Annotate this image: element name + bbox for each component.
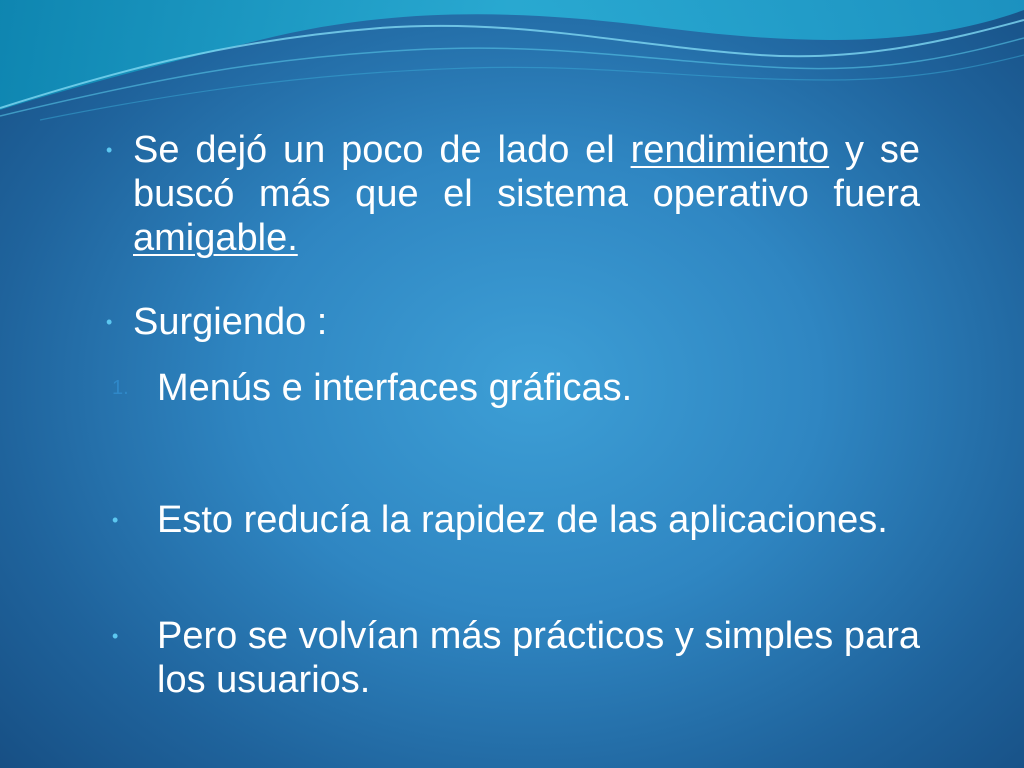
bullet-esto-reducia: Esto reducía la rapidez de las aplicaciones. xyxy=(157,499,888,541)
amigable-link[interactable]: amigable. xyxy=(133,217,298,259)
rendimiento-link[interactable]: rendimiento xyxy=(630,129,830,171)
bullet-text-start: Se dejó un poco de lado el xyxy=(133,129,631,171)
bullet-rendimiento xyxy=(133,128,920,260)
bullet-text-middle: y se buscó más que el sistema operativo fuera xyxy=(133,129,920,215)
bullet-marker: • xyxy=(112,510,119,530)
bullet-marker: • xyxy=(106,312,113,332)
bullet-surgiendo: Surgiendo : xyxy=(133,301,328,343)
bullet-marker: • xyxy=(106,140,113,160)
bullet-pero-se-volvian: Pero se volvían más prácticos y simples para los usuarios. xyxy=(157,615,920,701)
bullet-marker: • xyxy=(112,626,119,646)
numbered-item-menus: Menús e interfaces gráficas. xyxy=(157,367,633,409)
number-marker: 1. xyxy=(112,377,129,399)
